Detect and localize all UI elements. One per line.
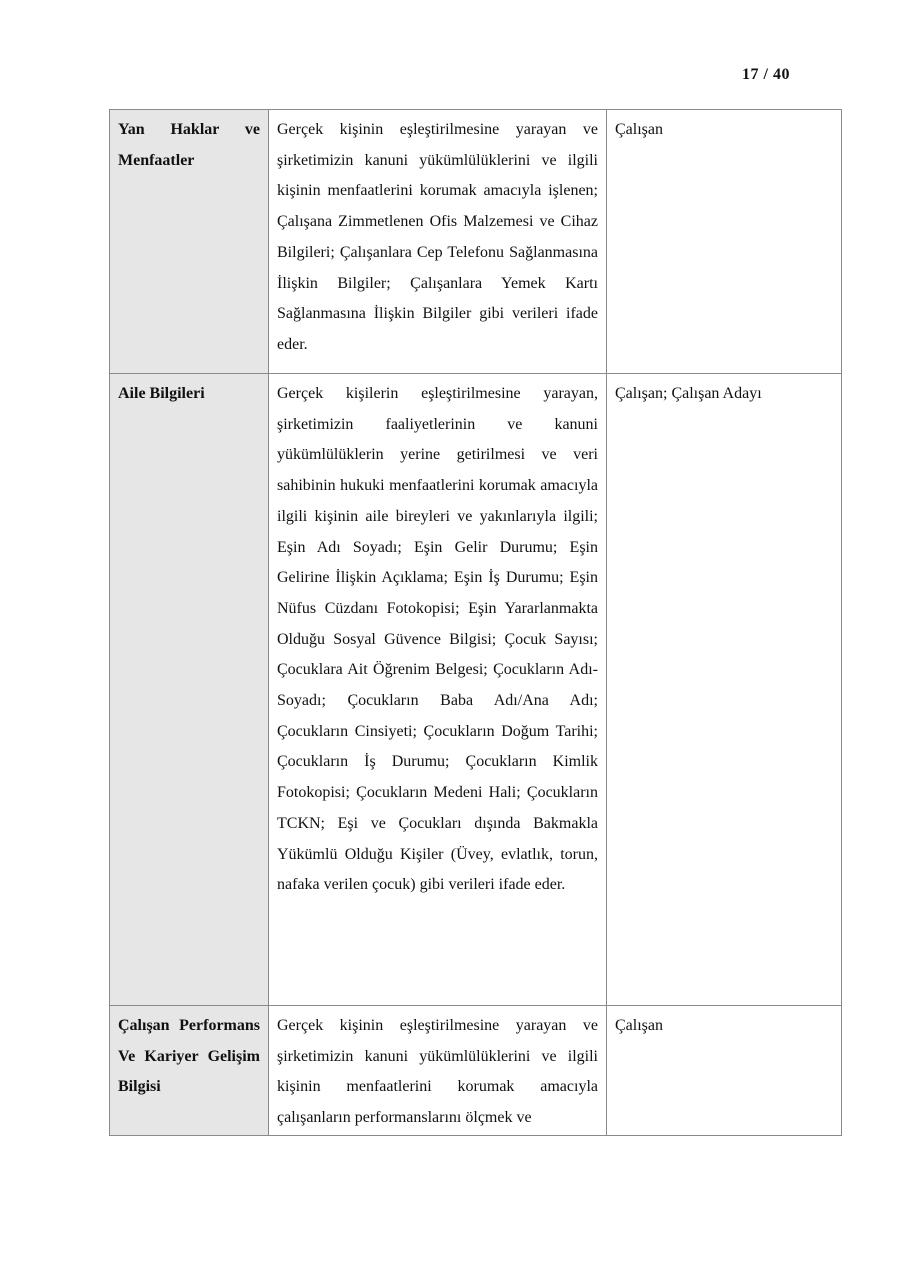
- table-row: [110, 110, 842, 374]
- data-subject-cell: Çalışan: [607, 1006, 842, 1136]
- category-cell: Çalışan Performans Ve Kariyer Gelişim Bilgisi: [110, 1006, 269, 1136]
- data-subject-cell: Çalışan: [607, 110, 842, 374]
- description-cell: Gerçek kişinin eşleştirilmesine yarayan ve şirketimizin kanuni yükümlülüklerini ve ilgili kişinin menfaatlerini korumak amacıyla çalışanların performanslarını ölçmek ve: [269, 1006, 607, 1136]
- data-subject-cell: Çalışan; Çalışan Adayı: [607, 374, 842, 1006]
- category-cell: Aile Bilgileri: [110, 374, 269, 1006]
- data-category-table: [109, 109, 842, 1136]
- table-row: [110, 374, 842, 1006]
- description-cell: Gerçek kişinin eşleştirilmesine yarayan ve şirketimizin kanuni yükümlülüklerini ve ilgili kişinin menfaatlerini korumak amacıyla işlenen; Çalışana Zimmetlenen Ofis Malzemesi ve Cihaz Bilgileri; Çalışanlara Cep Telefonu Sağlanmasına İlişkin Bilgiler; Çalışanlara Yemek Kartı Sağlanmasına İlişkin Bilgiler gibi verileri ifade eder.: [269, 110, 607, 374]
- page-number: 17 / 40: [742, 66, 790, 83]
- table-row: [110, 1006, 842, 1136]
- description-cell: Gerçek kişilerin eşleştirilmesine yarayan, şirketimizin faaliyetlerinin ve kanuni yükümlülüklerin yerine getirilmesi ve veri sahibinin hukuki menfaatlerini korumak amacıyla ilgili kişinin aile bireyleri ve yakınlarıyla ilgili; Eşin Adı Soyadı; Eşin Gelir Durumu; Eşin Gelirine İlişkin Açıklama; Eşin İş Durumu; Eşin Nüfus Cüzdanı Fotokopisi; Eşin Yararlanmakta Olduğu Sosyal Güvence Bilgisi; Çocuk Sayısı; Çocuklara Ait Öğrenim Belgesi; Çocukların Adı-Soyadı; Çocukların Baba Adı/Ana Adı; Çocukların Cinsiyeti; Çocukların Doğum Tarihi; Çocukların İş Durumu; Çocukların Kimlik Fotokopisi; Çocukların Medeni Hali; Çocukların TCKN; Eşi ve Çocukları dışında Bakmakla Yükümlü Olduğu Kişiler (Üvey, evlatlık, torun, nafaka verilen çocuk) gibi verileri ifade eder.: [269, 374, 607, 1006]
- category-cell: Yan Haklar ve Menfaatler: [110, 110, 269, 374]
